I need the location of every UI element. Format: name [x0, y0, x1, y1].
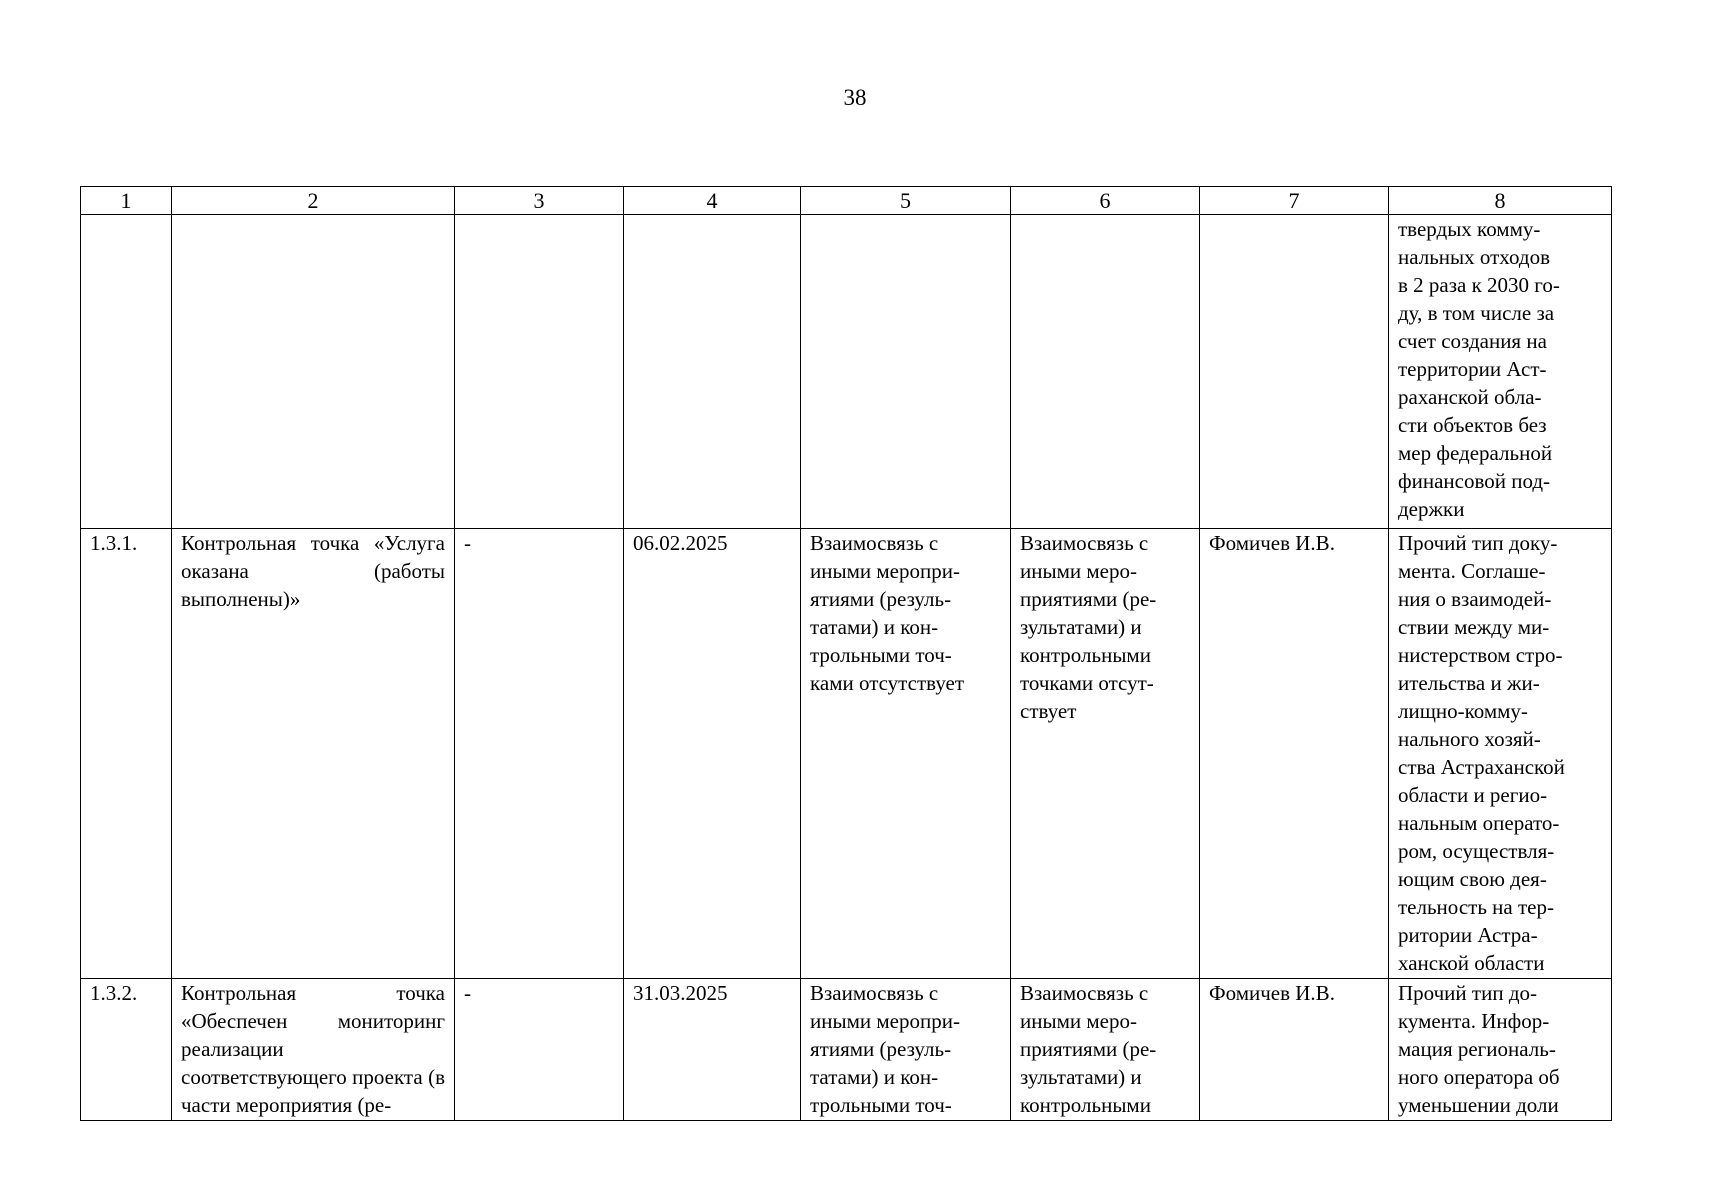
document-cell: Прочий тип до- кумента. Инфор- мация региональ- ного оператора об уменьшении доли: [1389, 979, 1612, 1121]
name-cell: Контрольная точка «Услуга оказана (работы выполнены)»: [172, 529, 455, 979]
col6-cell: Взаимосвязь с иными меро- приятиями (ре- зультатами) и контрольными: [1011, 979, 1200, 1121]
table-row: [81, 979, 1612, 1121]
row-number-cell: 1.3.2.: [81, 979, 172, 1121]
col3-cell: -: [455, 979, 624, 1121]
page-number: 38: [843, 85, 867, 110]
col3-cell: [455, 215, 624, 529]
col5-cell: [801, 215, 1011, 529]
plan-table: [80, 186, 1612, 1121]
column-header: 4: [624, 187, 801, 215]
date-cell: 31.03.2025: [624, 979, 801, 1121]
column-header: 6: [1011, 187, 1200, 215]
col6-cell: Взаимосвязь с иными меро- приятиями (ре- зультатами) и контрольными точками отсут- ствует: [1011, 529, 1200, 979]
document-cell: твердых комму- нальных отходов в 2 раза к 2030 го- ду, в том числе за счет создания на территории Аст- раханской обла- сти объектов без мер федеральной финансовой под- держки: [1389, 215, 1612, 529]
col5-cell: Взаимосвязь с иными меропри- ятиями (резуль- татами) и кон- трольными точ-: [801, 979, 1011, 1121]
row-number-cell: 1.3.1.: [81, 529, 172, 979]
date-cell: 06.02.2025: [624, 529, 801, 979]
table-row: [81, 529, 1612, 979]
responsible-cell: [1200, 215, 1389, 529]
column-header: 5: [801, 187, 1011, 215]
document-cell: Прочий тип доку- мента. Соглаше- ния о взаимодей- ствии между ми- нистерством стро- ительства и жи- лищно-комму- нального хозяй- ства Астраханской области и регио- нальным операто- ром, осуществля- ющим свою дея- тельность на тер- ритории Астра- ханской области: [1389, 529, 1612, 979]
row-number-cell: [81, 215, 172, 529]
col5-cell: Взаимосвязь с иными меропри- ятиями (резуль- татами) и кон- трольными точ- ками отсутствует: [801, 529, 1011, 979]
column-header: 1: [81, 187, 172, 215]
responsible-cell: Фомичев И.В.: [1200, 979, 1389, 1121]
col3-cell: -: [455, 529, 624, 979]
date-cell: [624, 215, 801, 529]
table-row: [81, 215, 1612, 529]
header-row: [81, 187, 1612, 215]
column-header: 3: [455, 187, 624, 215]
column-header: 8: [1389, 187, 1612, 215]
column-header: 2: [172, 187, 455, 215]
name-cell: Контрольная точка «Обеспечен мониторинг реализации соответствующего проекта (в части мероприятия (ре-: [172, 979, 455, 1121]
column-header: 7: [1200, 187, 1389, 215]
name-cell: [172, 215, 455, 529]
responsible-cell: Фомичев И.В.: [1200, 529, 1389, 979]
col6-cell: [1011, 215, 1200, 529]
